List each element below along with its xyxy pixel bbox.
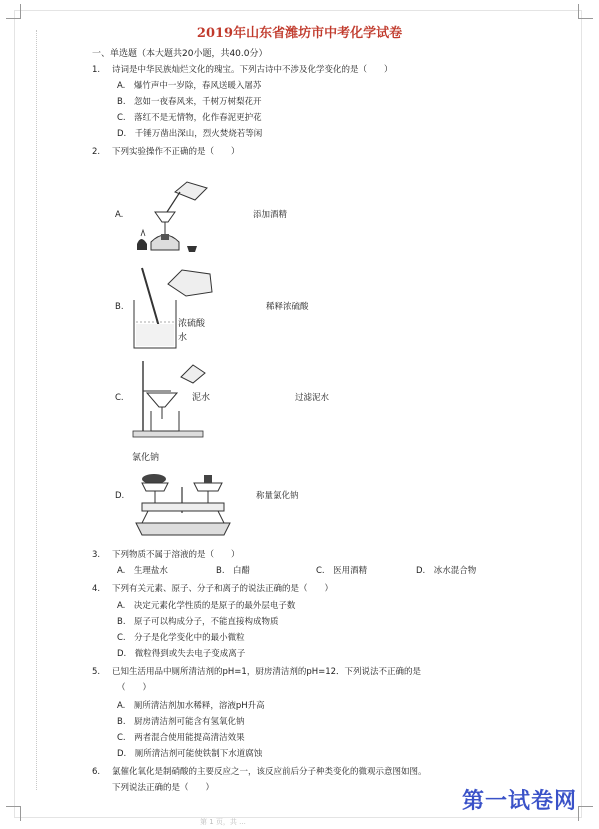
balance-figure (128, 465, 238, 545)
option-d: D. 千锤万凿出深山，烈火焚烧若等闲 (117, 129, 263, 139)
option-a: A. 决定元素化学性质的是原子的最外层电子数 (117, 601, 296, 611)
option-c: C. 医用酒精 (316, 566, 368, 576)
label-sulfuric-acid: 浓硫酸 (178, 319, 206, 329)
crop-mark (578, 4, 593, 19)
option-a-text: 添加酒精 (253, 210, 288, 220)
option-a: A. 爆竹声中一岁除，春风送暖入屠苏 (117, 81, 262, 91)
label-water: 水 (178, 333, 188, 343)
label-sodium-chloride: 氯化钠 (132, 453, 160, 463)
question-number: 5. (92, 667, 101, 677)
binding-line (36, 30, 37, 790)
page-title: 2019年山东省潍坊市中考化学试卷 (196, 26, 403, 41)
option-a: A. 厕所清洁剂加水稀释，溶液pH升高 (117, 701, 265, 711)
option-c-label: C. (115, 393, 124, 403)
option-b: B. 厨房清洁剂可能含有氢氧化钠 (117, 717, 245, 727)
option-c: C. 分子是化学变化中的最小微粒 (117, 633, 245, 643)
option-d: D. 微粒得到或失去电子变成离子 (117, 649, 246, 659)
question-number: 4. (92, 584, 101, 594)
option-d: D. 厕所清洁剂可能使铁制下水道腐蚀 (117, 749, 263, 759)
question-stem-cont: （ ） (117, 683, 152, 693)
option-a: A. 生理盐水 (117, 566, 168, 576)
option-d-text: 称量氯化钠 (256, 491, 299, 501)
crop-mark (578, 806, 593, 821)
question-stem: 氯催化氧化是制硝酸的主要反应之一，该反应前后分子种类变化的微观示意图如图。 (112, 767, 427, 777)
option-c: C. 两者混合使用能提高清洁效果 (117, 733, 245, 743)
option-b: B. 白醋 (216, 566, 251, 576)
option-c-text: 过滤泥水 (295, 393, 330, 403)
option-d: D. 冰水混合物 (416, 566, 477, 576)
crop-mark (6, 4, 21, 19)
section-heading: 一、单选题（本大题共20小题，共40.0分） (92, 49, 268, 59)
label-muddy-water: 泥水 (192, 393, 211, 403)
question-number: 3. (92, 550, 101, 560)
question-stem: 下列物质不属于溶液的是（ ） (112, 550, 240, 560)
question-number: 2. (92, 147, 101, 157)
question-number: 6. (92, 767, 101, 777)
crop-mark (6, 806, 21, 821)
question-stem: 已知生活用品中厕所清洁剂的pH=1，厨房清洁剂的pH=12．下列说法不正确的是 (112, 667, 422, 677)
question-stem-cont: 下列说法正确的是（ ） (112, 783, 215, 793)
option-a-label: A. (115, 210, 124, 220)
alcohol-lamp-figure (125, 170, 220, 260)
option-b-label: B. (115, 302, 124, 312)
site-watermark: 第一试卷网 (461, 789, 577, 814)
question-stem: 诗词是中华民族灿烂文化的瑰宝。下列古诗中不涉及化学变化的是（ ） (112, 65, 393, 75)
question-stem: 下列实验操作不正确的是（ ） (112, 147, 240, 157)
option-b: B. 忽如一夜春风来，千树万树梨花开 (117, 97, 262, 107)
option-d-label: D. (115, 491, 125, 501)
question-stem: 下列有关元素、原子、分子和离子的说法正确的是（ ） (112, 584, 334, 594)
option-c: C. 落红不是无情物，化作春泥更护花 (117, 113, 262, 123)
option-b: B. 原子可以构成分子，不能直接构成物质 (117, 617, 279, 627)
question-number: 1. (92, 65, 101, 75)
option-b-text: 稀释浓硫酸 (266, 302, 309, 312)
page-border (14, 10, 582, 818)
page-footer: 第 1 页，共 ... (200, 818, 246, 826)
